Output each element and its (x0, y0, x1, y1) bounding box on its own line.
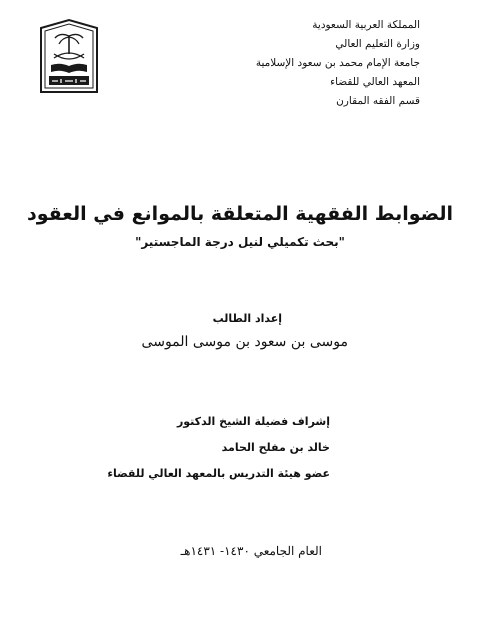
student-label: إعداد الطالب (212, 312, 282, 325)
header-country: المملكة العربية السعودية (312, 19, 420, 31)
supervisor-label: إشراف فضيلة الشيخ الدكتور (176, 415, 330, 428)
thesis-subtitle: "بحث تكميلي لنيل درجة الماجستير" (135, 235, 345, 249)
header-university: جامعة الإمام محمد بن سعود الإسلامية (255, 57, 420, 69)
student-name: موسى بن سعود بن موسى الموسى (141, 334, 348, 350)
supervisor-block (107, 409, 330, 487)
academic-year: العام الجامعي ١٤٣٠- ١٤٣١هـ (180, 544, 322, 558)
supervisor-name: خالد بن مفلح الحامد (221, 441, 330, 454)
supervisor-affiliation: عضو هيئة التدريس بالمعهد العالي للقضاء (107, 467, 330, 480)
thesis-title: الضوابط الفقهية المتعلقة بالموانع في العقود (26, 203, 454, 225)
university-emblem-icon (38, 18, 100, 96)
header-ministry: وزارة التعليم العالي (335, 38, 420, 50)
institution-header (200, 16, 420, 111)
header-institute: المعهد العالي للقضاء (330, 76, 420, 88)
header-department: قسم الفقه المقارن (336, 95, 420, 107)
